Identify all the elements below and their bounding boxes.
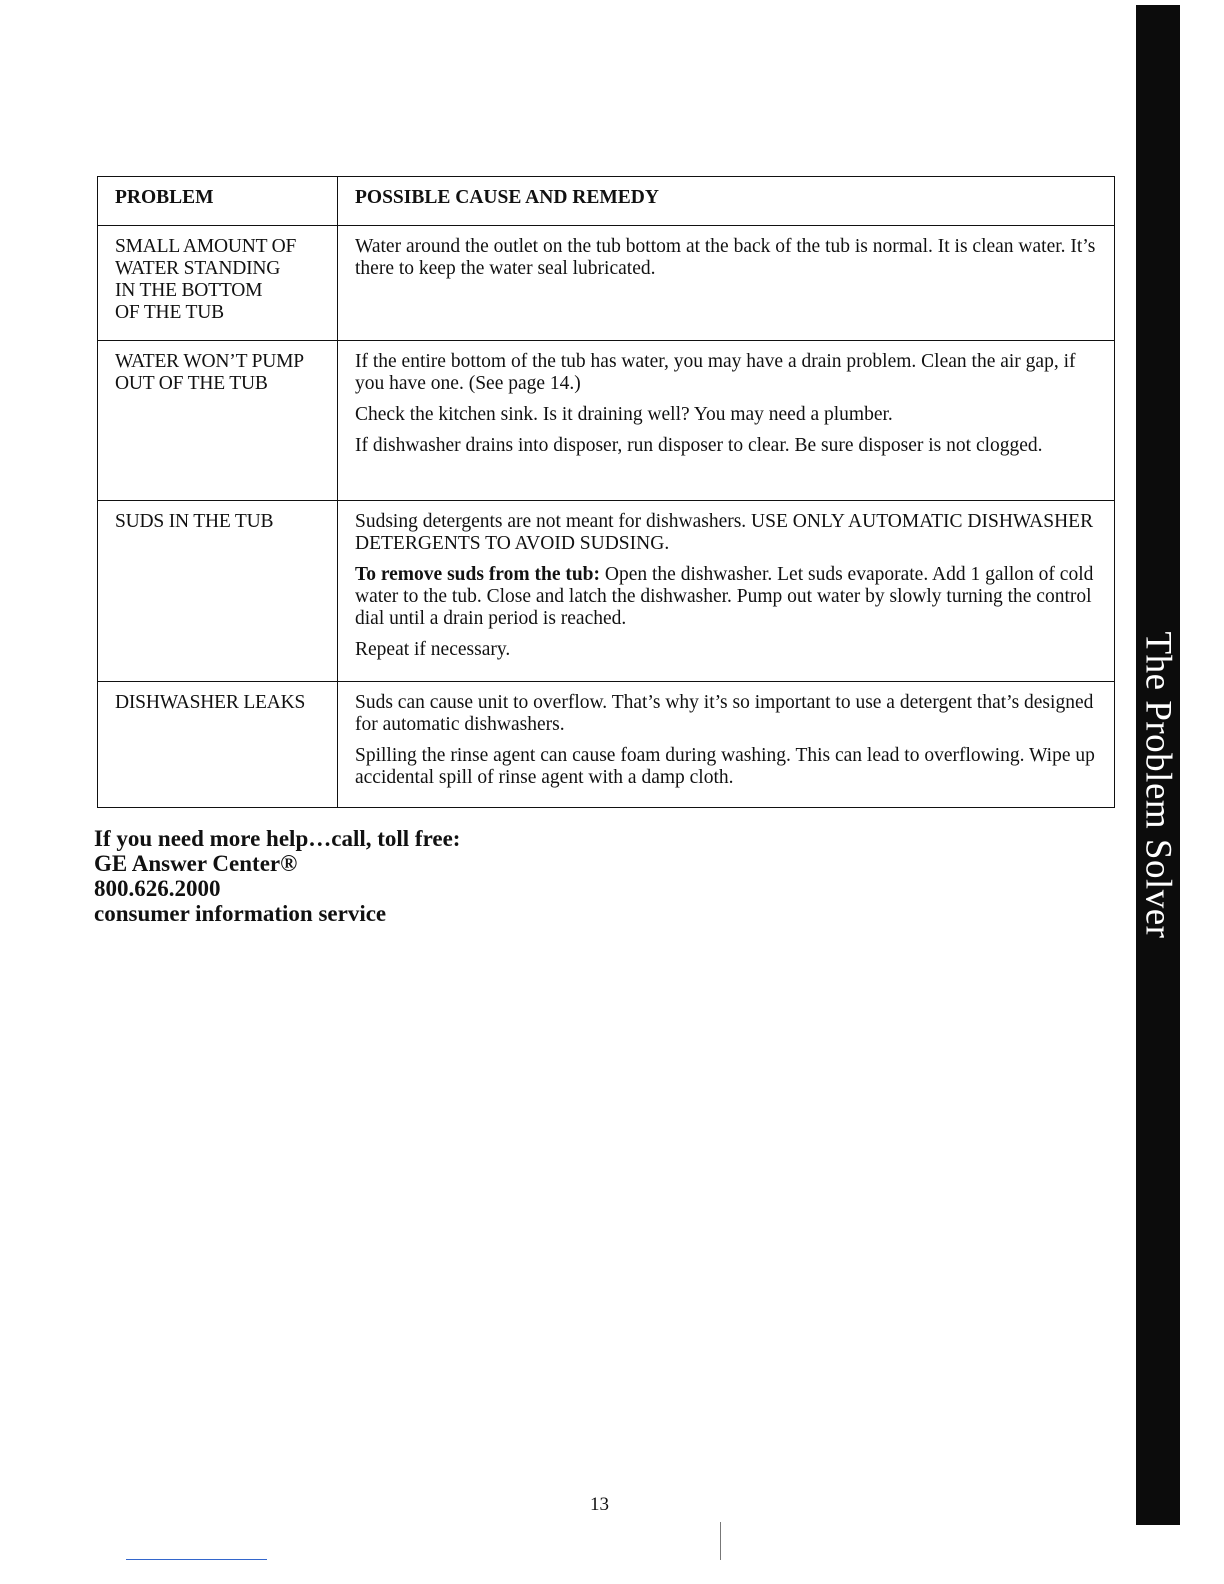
remedy-paragraph (355, 435, 1102, 457)
header-problem: PROBLEM (98, 177, 338, 226)
table-row (98, 341, 1115, 501)
remedy-paragraph (355, 692, 1102, 736)
help-phone-number: 800.626.2000 (94, 876, 221, 901)
remedy-cell (338, 682, 1115, 808)
remedy-text: If dishwasher drains into disposer, run disposer to clear. Be sure disposer is not clogged. (355, 435, 1043, 456)
help-contact-block (94, 826, 460, 926)
problem-line: OF THE TUB (115, 302, 224, 323)
remedy-paragraph (355, 745, 1102, 789)
problem-line: OUT OF THE TUB (115, 373, 268, 394)
remedy-text: If the entire bottom of the tub has water, you may have a drain problem. Clean the air gap, if you have one. (See page 14.) (355, 351, 1076, 394)
scan-artifact-line (126, 1559, 267, 1560)
problem-solver-table (97, 176, 1115, 808)
table-header-row (98, 177, 1115, 226)
problem-line: WATER WON’T PUMP (115, 351, 304, 372)
remedy-text: Open the dishwasher. Let suds evaporate. Add 1 gallon of cold water to the tub. Close and latch the dishwasher. Pump out water by slowly turning the control dial until a drain period is reached. (355, 564, 1094, 629)
help-service-label: consumer information service (94, 901, 387, 926)
problem-line: WATER STANDING (115, 258, 281, 279)
page-number: 13 (590, 1494, 609, 1515)
header-remedy: POSSIBLE CAUSE AND REMEDY (338, 177, 1115, 226)
problem-cell (98, 341, 338, 501)
remedy-paragraph (355, 564, 1102, 630)
problem-line: IN THE BOTTOM (115, 280, 263, 301)
table-row (98, 226, 1115, 341)
remedy-lead: To remove suds from the tub: (355, 564, 601, 585)
help-center-name: GE Answer Center® (94, 851, 298, 876)
problem-line: SMALL AMOUNT OF (115, 236, 297, 257)
problem-cell (98, 501, 338, 682)
problem-line: SUDS IN THE TUB (115, 511, 274, 532)
help-intro: If you need more help…call, toll free: (94, 826, 461, 851)
remedy-paragraph (355, 236, 1102, 280)
table-row (98, 501, 1115, 682)
problem-cell (98, 226, 338, 341)
remedy-text: Suds can cause unit to overflow. That’s why it’s so important to use a detergent that’s designed for automatic dishwashers. (355, 692, 1094, 735)
remedy-paragraph (355, 351, 1102, 395)
remedy-text: Repeat if necessary. (355, 639, 511, 660)
remedy-cell (338, 226, 1115, 341)
remedy-text: Spilling the rinse agent can cause foam during washing. This can lead to overflowing. Wipe up accidental spill of rinse agent with a damp cloth. (355, 745, 1095, 788)
table-row (98, 682, 1115, 808)
remedy-text: Check the kitchen sink. Is it draining well? You may need a plumber. (355, 404, 893, 425)
side-tab-title: The Problem Solver (1137, 631, 1179, 939)
problem-cell (98, 682, 338, 808)
remedy-text: Water around the outlet on the tub bottom at the back of the tub is normal. It is clean water. It’s there to keep the water seal lubricated. (355, 236, 1096, 279)
section-side-tab (1136, 5, 1180, 1525)
remedy-paragraph (355, 511, 1102, 555)
remedy-cell (338, 341, 1115, 501)
problem-line: DISHWASHER LEAKS (115, 692, 306, 713)
remedy-text: Sudsing detergents are not meant for dishwashers. USE ONLY AUTOMATIC DISHWASHER DETERGENTS TO AVOID SUDSING. (355, 511, 1094, 554)
remedy-cell (338, 501, 1115, 682)
scan-artifact-tick (720, 1522, 721, 1560)
remedy-paragraph (355, 639, 1102, 661)
remedy-paragraph (355, 404, 1102, 426)
